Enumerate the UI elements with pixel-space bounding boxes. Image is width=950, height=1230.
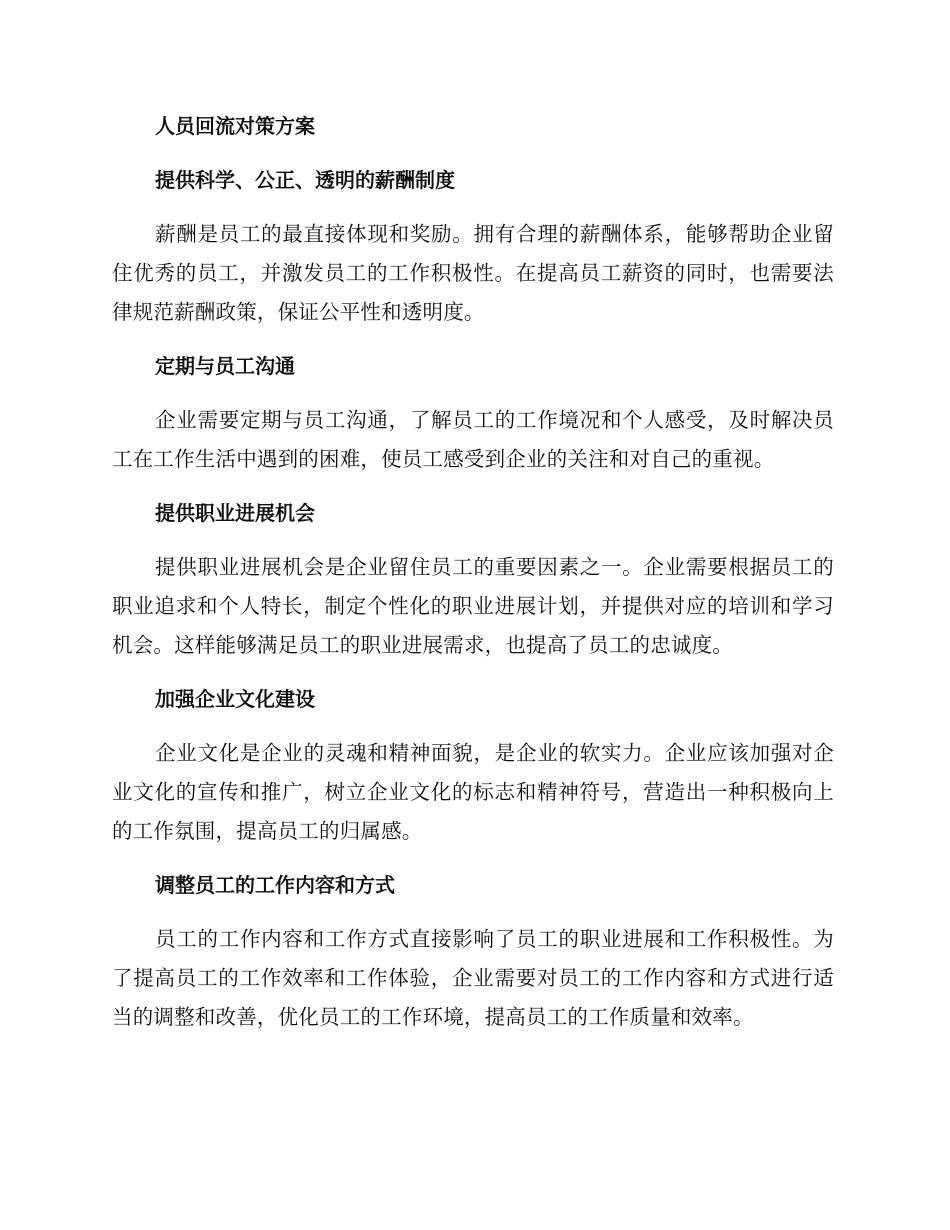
section-paragraph: 企业文化是企业的灵魂和精神面貌，是企业的软实力。企业应该加强对企业文化的宣传和推广，树立企业文化的标志和精神符号，营造出一种积极向上的工作氛围，提高员工的归属感。 [112, 741, 834, 843]
section-paragraph: 薪酬是员工的最直接体现和奖励。拥有合理的薪酬体系，能够帮助企业留住优秀的员工，并激发员工的工作积极性。在提高员工薪资的同时，也需要法律规范薪酬政策，保证公平性和透明度。 [112, 222, 834, 324]
section-paragraph: 企业需要定期与员工沟通，了解员工的工作境况和个人感受，及时解决员工在工作生活中遇到的困难，使员工感受到企业的关注和对自己的重视。 [112, 408, 834, 471]
section-heading: 定期与员工沟通 [155, 354, 295, 378]
section-paragraph: 提供职业进展机会是企业留住员工的重要因素之一。企业需要根据员工的职业追求和个人特长，制定个性化的职业进展计划，并提供对应的培训和学习机会。这样能够满足员工的职业进展需求，也提高了员工的忠诚度。 [112, 555, 834, 657]
section-salary [112, 161, 834, 332]
section-heading: 提供科学、公正、透明的薪酬制度 [155, 168, 455, 192]
document-title: 人员回流对策方案 [155, 114, 315, 138]
section-heading: 调整员工的工作内容和方式 [155, 873, 395, 897]
section-heading: 提供职业进展机会 [155, 501, 315, 525]
section-culture [112, 680, 834, 851]
section-paragraph: 员工的工作内容和工作方式直接影响了员工的职业进展和工作积极性。为了提高员工的工作效率和工作体验，企业需要对员工的工作内容和方式进行适当的调整和改善，优化员工的工作环境，提高员工的工作质量和效率。 [112, 927, 834, 1029]
section-heading: 加强企业文化建设 [155, 687, 315, 711]
section-career [112, 494, 834, 665]
document-page [112, 107, 834, 1052]
section-communication [112, 347, 834, 479]
section-work-adjustment [112, 866, 834, 1037]
